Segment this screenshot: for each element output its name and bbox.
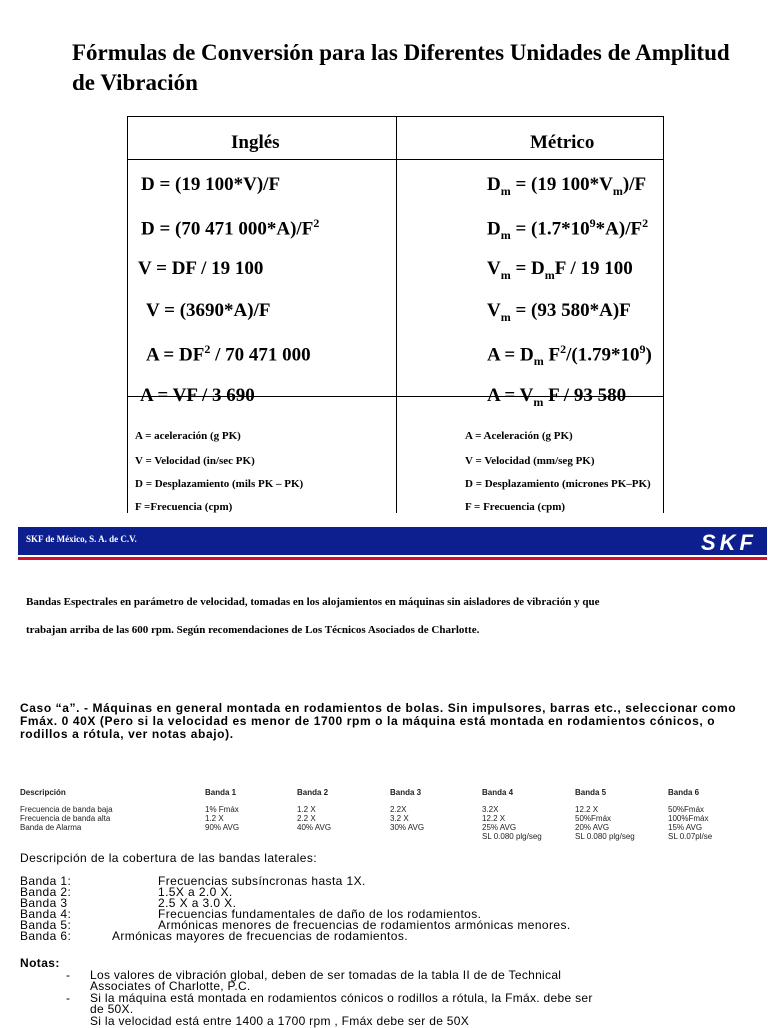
table-cell: 1.2 X	[205, 814, 224, 823]
note-1-line-1: Los valores de vibración global, deben de ser tomadas de la tabla II de de Technical	[90, 968, 562, 982]
table-cell: 2.2 X	[297, 814, 316, 823]
legend-left-4: F =Frecuencia (cpm)	[135, 501, 233, 513]
table-cell: 50%Fmáx	[575, 814, 612, 823]
banner-red-line	[18, 557, 767, 560]
note-2-line-2: de 50X.	[90, 1002, 134, 1016]
formula-metric-1: $D_m = (19$ $100*V_m)/F$	[487, 174, 647, 198]
table-cell: 12.2 X	[575, 805, 599, 814]
note-3-line-1: Si la velocidad está entre 1400 a 1700 rpm , Fmáx debe ser de 50X	[90, 1014, 470, 1028]
coverage-band-4: Banda 4:	[20, 907, 72, 921]
table-row: Frecuencia de banda baja	[20, 805, 113, 814]
notes-title: Notas:	[20, 956, 60, 970]
note-bullet-1: -	[66, 968, 71, 982]
table-cell: 40% AVG	[297, 823, 332, 832]
formula-metric-3: $V_m = D_mF / 19$ 100	[487, 258, 633, 282]
bands-header-desc: Descripción	[20, 788, 66, 797]
coverage-text-3: 2.5 X a 3.0 X.	[158, 896, 237, 910]
table-cell: 90% AVG	[205, 823, 240, 832]
coverage-band-5: Banda 5:	[20, 918, 72, 932]
legend-left-2: V = Velocidad (in/sec PK)	[135, 455, 255, 467]
table-border-middle	[396, 116, 397, 513]
coverage-band-3: Banda 3	[20, 896, 68, 910]
coverage-text-2: 1.5X a 2.0 X.	[158, 885, 233, 899]
intro-line-2: trabajan arriba de las 600 rpm. Según recomendaciones de Los Técnicos Asociados de Charlotte.	[26, 624, 480, 636]
formula-metric-4: $V_m = (93$ 580*A)F	[487, 300, 631, 324]
table-cell: SL 0.07pl/se	[668, 832, 713, 841]
table-cell: 1.2 X	[297, 805, 316, 814]
note-bullet-2: -	[66, 991, 71, 1005]
table-cell: 12.2 X	[482, 814, 506, 823]
company-name: SKF de México, S. A. de C.V.	[26, 534, 137, 544]
table-border-right	[663, 116, 664, 513]
header-metric: Métrico	[530, 132, 595, 153]
legend-left-1: A = aceleración (g PK)	[135, 430, 241, 442]
table-cell: 100%Fmáx	[668, 814, 709, 823]
note-1-line-2: Associates of Charlotte, P.C.	[90, 979, 251, 993]
formula-english-4: V = (3690*A)/F	[146, 300, 271, 321]
intro-line-1: Bandas Espectrales en parámetro de velocidad, tomadas en los alojamientos en máquinas sin aisladores de vibración y que	[26, 596, 600, 608]
legend-right-1: A = Aceleración (g PK)	[465, 430, 573, 442]
table-cell: 3.2 X	[390, 814, 409, 823]
bands-header-6: Banda 6	[668, 788, 700, 797]
coverage-band-6: Banda 6:	[20, 929, 72, 943]
note-1	[90, 970, 750, 992]
formula-english-6: A = VF / 3 690	[140, 385, 255, 406]
page-title: Fórmulas de Conversión para las Diferentes Unidades de Amplitud de Vibración	[72, 40, 730, 95]
bands-header-1: Banda 1	[205, 788, 237, 797]
coverage-text-5: Armónicas menores de frecuencias de rodamientos armónicas menores.	[158, 918, 571, 932]
legend-right-4: F = Frecuencia (cpm)	[465, 501, 566, 513]
header-english: Inglés	[231, 132, 280, 153]
bands-header-5: Banda 5	[575, 788, 607, 797]
coverage-band-1: Banda 1:	[20, 874, 72, 888]
formula-english-5: $A = DF^2 / 70$ 471 000	[146, 342, 311, 366]
formula-english-3: V = DF / 19 100	[138, 258, 264, 279]
legend-right-3: D = Desplazamiento (micrones PK–PK)	[465, 478, 651, 490]
table-border-left	[127, 116, 128, 513]
coverage-text-6: Armónicas mayores de frecuencias de rodamientos.	[112, 929, 408, 943]
bands-header-4: Banda 4	[482, 788, 514, 797]
note-2-line-1: Si la máquina está montada en rodamientos cónicos o rodillos a rótula, la Fmáx. debe ser	[90, 991, 593, 1005]
formula-english-2: D = (70 471 $000*A)/F^2$	[141, 216, 320, 240]
table-cell: 1% Fmáx	[205, 805, 239, 814]
table-cell: 25% AVG	[482, 823, 517, 832]
formula-english-1: D = (19 100*V)/F	[141, 174, 281, 195]
table-cell: 20% AVG	[575, 823, 610, 832]
legend-right-2: V = Velocidad (mm/seg PK)	[465, 455, 595, 467]
note-3	[90, 1016, 750, 1027]
bands-header-2: Banda 2	[297, 788, 329, 797]
table-cell: 30% AVG	[390, 823, 425, 832]
legend-left-3: D = Desplazamiento (mils PK – PK)	[135, 478, 304, 490]
table-cell: 3.2X	[482, 805, 499, 814]
formula-metric-6: $A = V_m$ F / 93 580	[487, 385, 627, 409]
table-cell: SL 0.080 plg/seg	[575, 832, 635, 841]
table-cell: 2.2X	[390, 805, 407, 814]
table-cell: 15% AVG	[668, 823, 703, 832]
note-2	[90, 993, 750, 1015]
company-banner	[18, 527, 767, 555]
table-header-rule	[127, 159, 664, 160]
skf-logo: SKF	[701, 530, 757, 555]
coverage-text-1: Frecuencias subsíncronas hasta 1X.	[158, 874, 366, 888]
bands-header-3: Banda 3	[390, 788, 422, 797]
coverage-text-4: Frecuencias fundamentales de daño de los rodamientos.	[158, 907, 482, 921]
formula-metric-2: $D_m = (1.7*10^9*A)/F^2$	[487, 216, 649, 243]
table-cell: 50%Fmáx	[668, 805, 705, 814]
coverage-title: Descripción de la cobertura de las bandas laterales:	[20, 851, 317, 865]
formula-metric-5: $A = D_m$ $F^2/(1.79*10^9)$	[487, 342, 652, 369]
table-cell: SL 0.080 plg/seg	[482, 832, 542, 841]
coverage-band-2: Banda 2:	[20, 885, 72, 899]
caso-a-paragraph: Caso “a”. - Máquinas en general montada en rodamientos de bolas. Sin impulsores, barras etc., seleccionar como Fmáx. 0 40X (Pero si la velocidad es menor de 1700 rpm o la máquina está montada en rodamientos cónicos, o rodillos a rótula, ver notas abajo).	[20, 701, 737, 741]
table-row: Banda de Alarma	[20, 823, 82, 832]
table-row: Frecuencia de banda alta	[20, 814, 111, 823]
